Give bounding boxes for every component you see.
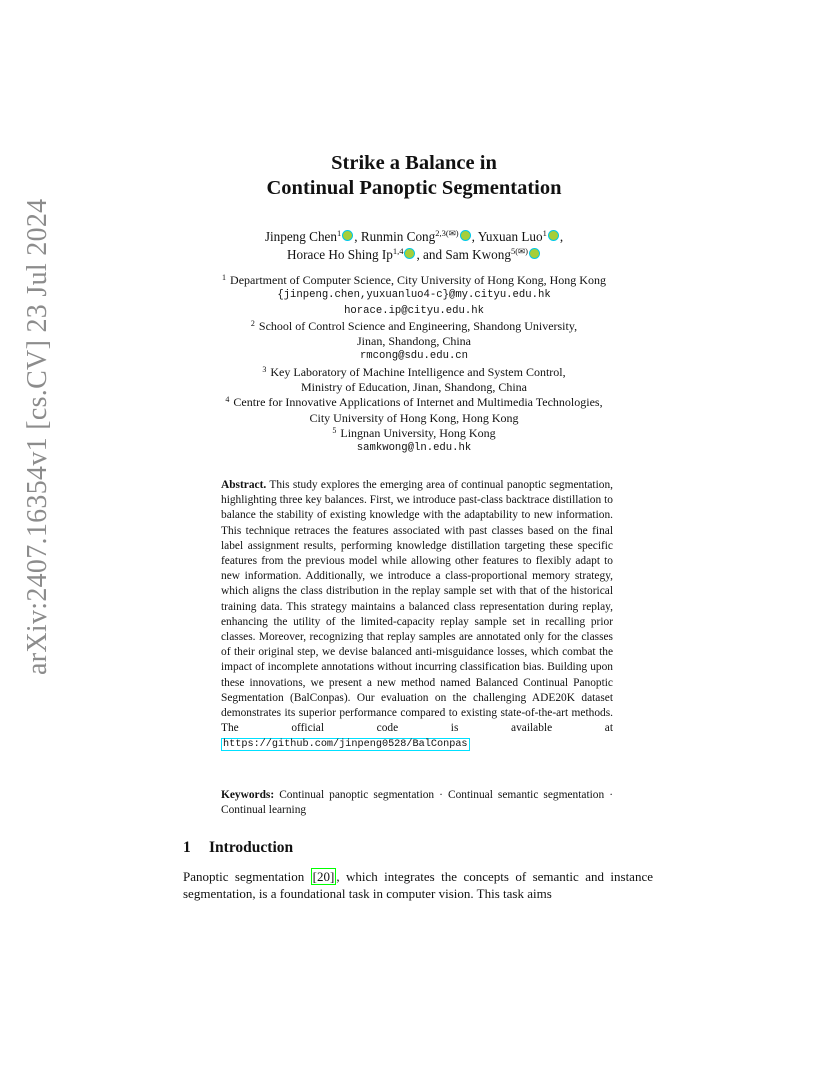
title-line-1: Strike a Balance in — [331, 152, 497, 174]
intro-text: Panoptic segmentation — [183, 869, 305, 884]
affiliation-number: 4 — [225, 395, 230, 405]
intro-paragraph — [183, 868, 653, 903]
affiliation-text: Ministry of Education, Jinan, Shandong, China — [301, 380, 527, 395]
email[interactable]: horace.ip@cityu.edu.hk — [344, 304, 484, 317]
orcid-icon[interactable] — [548, 230, 559, 241]
orcid-icon[interactable] — [460, 230, 471, 241]
affiliation-number: 3 — [262, 364, 267, 374]
section-number: 1 — [183, 839, 191, 856]
citation-link[interactable]: [20] — [312, 869, 335, 884]
arxiv-identifier-stamp: arXiv:2407.16354v1 [cs.CV] 23 Jul 2024 — [22, 198, 53, 675]
author-list — [0, 228, 828, 264]
email[interactable]: rmcong@sdu.edu.cn — [359, 350, 469, 363]
affiliation-number: 5 — [332, 425, 337, 435]
author-affil-sup: 1 — [337, 228, 342, 238]
paper-title — [0, 151, 828, 201]
affiliation-5 — [0, 426, 828, 441]
author-name: and Sam Kwong — [423, 247, 511, 262]
author-affil-sup: 1,4 — [392, 246, 404, 256]
affiliation-2 — [0, 319, 828, 334]
affiliation-text: Department of Computer Science, City University of Hong Kong, Hong Kong — [230, 273, 606, 287]
affiliation-text: Key Laboratory of Machine Intelligence and System Control, — [270, 364, 566, 379]
title-line-2: Continual Panoptic Segmentation — [266, 177, 562, 199]
affiliation-number: 1 — [222, 273, 227, 282]
affiliation-1 — [0, 273, 828, 288]
author-name: Runmin Cong — [360, 229, 436, 244]
abstract-text: This study explores the emerging area of continual panoptic segmentation, highlighting three key balances. First, we introduce past-class backtrace distillation to balance the stability of existing knowledge with the adaptability to new information. This technique retraces the features associated with past classes based on the final label assignment results, performing knowledge distillation targeting these specific features from the previous model while allowing other features to flexibly adapt to new information. Additionally, we introduce a class-proportional memory strategy, which aligns the class distribution in the replay sample set with that of the historical training data. This strategy maintains a balanced class representation during replay, enhancing the utility of the limited-capacity replay sample set in recalling prior classes. Moreover, recognizing that replay samples are annotated only for the classes of their original step, we devise balanced anti-misguidance losses, which combat the impact of incomplete annotations without incurring classification bias. Building upon these innovations, we present a new method named Balanced Continual Panoptic Segmentation (BalConpas). Our evaluation on the challenging ADE20K dataset demonstrates its superior performance compared to existing state-of-the-art methods. The official code is available at — [221, 479, 613, 735]
section-heading — [183, 839, 293, 857]
affiliation-text: Lingnan University, Hong Kong — [340, 425, 496, 440]
affiliation-text: Jinan, Shandong, China — [357, 334, 471, 349]
author-line-1: Jinpeng Chen$^1$ , Runmin Cong$^{2,3(✉)}$ , Yuxuan Luo$^1$ , — [264, 228, 564, 244]
affiliation-number: 2 — [250, 318, 255, 328]
keywords — [221, 788, 613, 818]
email[interactable]: samkwong@ln.edu.hk — [356, 442, 472, 455]
email[interactable]: {jinpeng.chen,yuxuanluo4-c}@my.cityu.edu.hk — [277, 289, 551, 302]
affiliation-4 — [0, 395, 828, 410]
orcid-icon[interactable] — [342, 230, 353, 241]
abstract-label: Abstract. — [221, 479, 267, 491]
code-link[interactable]: https://github.com/jinpeng0528/BalConpas — [223, 739, 468, 751]
author-line-2: Horace Ho Shing Ip$^{1,4}$ , and Sam Kwong$^{5(✉)}$ — [0, 246, 828, 264]
author-affil-sup: 2,3(✉) — [435, 228, 459, 238]
author-affil-sup: 1 — [542, 228, 547, 238]
keywords-text: Continual panoptic segmentation · Continual semantic segmentation · Continual learning — [221, 789, 613, 817]
keywords-label: Keywords: — [221, 789, 275, 801]
author-name: Horace Ho Shing Ip — [286, 247, 393, 262]
affiliation-text: City University of Hong Kong, Hong Kong — [309, 410, 519, 425]
orcid-icon[interactable] — [529, 248, 540, 259]
affiliation-text: Centre for Innovative Applications of Internet and Multimedia Technologies, — [233, 395, 603, 410]
author-name: Jinpeng Chen — [264, 229, 338, 244]
abstract — [221, 478, 613, 753]
affiliation-text: School of Control Science and Engineering, Shandong University, — [258, 318, 578, 333]
section-title: Introduction — [209, 839, 294, 856]
author-name: Yuxuan Luo — [477, 229, 543, 244]
author-affil-sup: 5(✉) — [510, 246, 529, 256]
intro-text: , which integrates the concepts of semantic and instance segmentation, is a foundational task in computer vision. This task aims — [183, 869, 653, 902]
orcid-icon[interactable] — [404, 248, 415, 259]
affiliations — [0, 273, 828, 457]
affiliation-3 — [0, 365, 828, 380]
